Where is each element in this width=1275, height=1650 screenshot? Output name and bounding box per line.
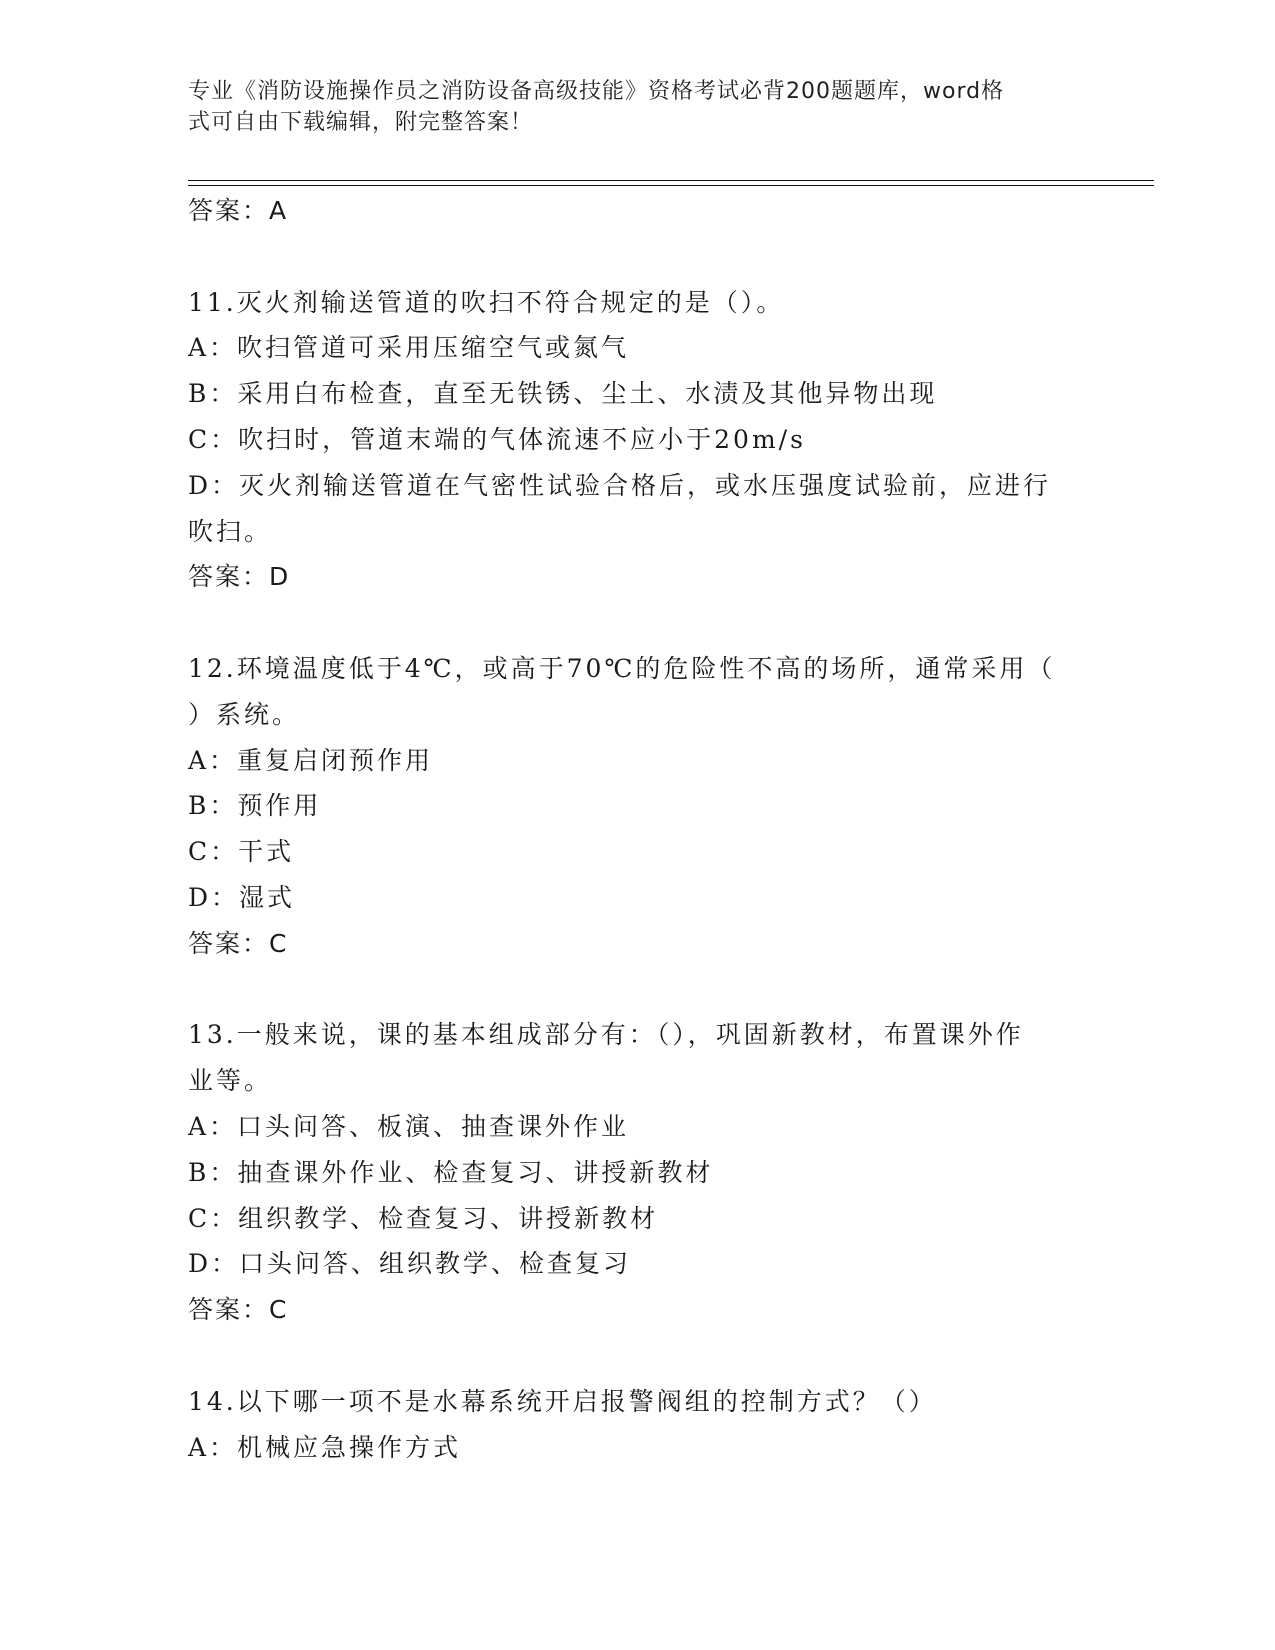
answer-option: C：组织教学、检查复习、讲授新教材 xyxy=(188,1203,659,1233)
spacer xyxy=(188,234,1088,280)
previous-answer: 答案：A xyxy=(188,196,289,225)
answer-key: 答案：D xyxy=(188,562,291,592)
answer-option: A：机械应急操作方式 xyxy=(188,1432,462,1462)
answer-option: D：口头问答、组织教学、检查复习 xyxy=(188,1249,632,1279)
spacer xyxy=(188,600,1088,646)
header-line-2: 式可自由下载编辑，附完整答案！ xyxy=(188,110,534,135)
answer-key: 答案：C xyxy=(188,928,289,958)
question-stem: ）系统。 xyxy=(188,699,301,729)
question-block xyxy=(188,280,1088,646)
answer-option: D：湿式 xyxy=(188,882,296,912)
question-stem: 14.以下哪一项不是水幕系统开启报警阀组的控制方式？（） xyxy=(188,1386,937,1416)
spacer xyxy=(188,967,1088,1013)
header-rule-top xyxy=(188,180,1154,181)
question-content xyxy=(188,188,1088,1470)
answer-option: C：干式 xyxy=(188,837,295,867)
header-rule-bottom xyxy=(188,185,1154,186)
answer-option: B：预作用 xyxy=(188,791,322,821)
question-block xyxy=(188,1379,1088,1471)
header-line-1: 专业《消防设施操作员之消防设备高级技能》资格考试必背200题题库，word格 xyxy=(188,79,1005,104)
answer-option: A：吹扫管道可采用压缩空气或氮气 xyxy=(188,333,630,363)
question-block xyxy=(188,1012,1088,1378)
answer-option: B：抽查课外作业、检查复习、讲授新教材 xyxy=(188,1157,714,1187)
answer-option: D：灭火剂输送管道在气密性试验合格后，或水压强度试验前，应进行 xyxy=(188,470,1052,500)
answer-option: C：吹扫时，管道末端的气体流速不应小于20m/s xyxy=(188,424,806,454)
answer-option: A：口头问答、板演、抽查课外作业 xyxy=(188,1111,630,1141)
answer-option: B：采用白布检查，直至无铁锈、尘土、水渍及其他异物出现 xyxy=(188,379,938,409)
answer-option: 吹扫。 xyxy=(188,516,273,546)
question-stem: 11.灭火剂输送管道的吹扫不符合规定的是（）。 xyxy=(188,287,785,317)
question-stem: 业等。 xyxy=(188,1066,273,1096)
document-header xyxy=(188,76,1078,138)
question-list xyxy=(188,280,1088,1471)
question-block xyxy=(188,646,1088,1012)
question-stem: 13.一般来说，课的基本组成部分有：（），巩固新教材，布置课外作 xyxy=(188,1020,1024,1050)
answer-key: 答案：C xyxy=(188,1295,289,1325)
answer-option: A：重复启闭预作用 xyxy=(188,745,434,775)
question-stem: 12.环境温度低于4℃，或高于70℃的危险性不高的场所，通常采用（ xyxy=(188,653,1056,683)
spacer xyxy=(188,1333,1088,1379)
